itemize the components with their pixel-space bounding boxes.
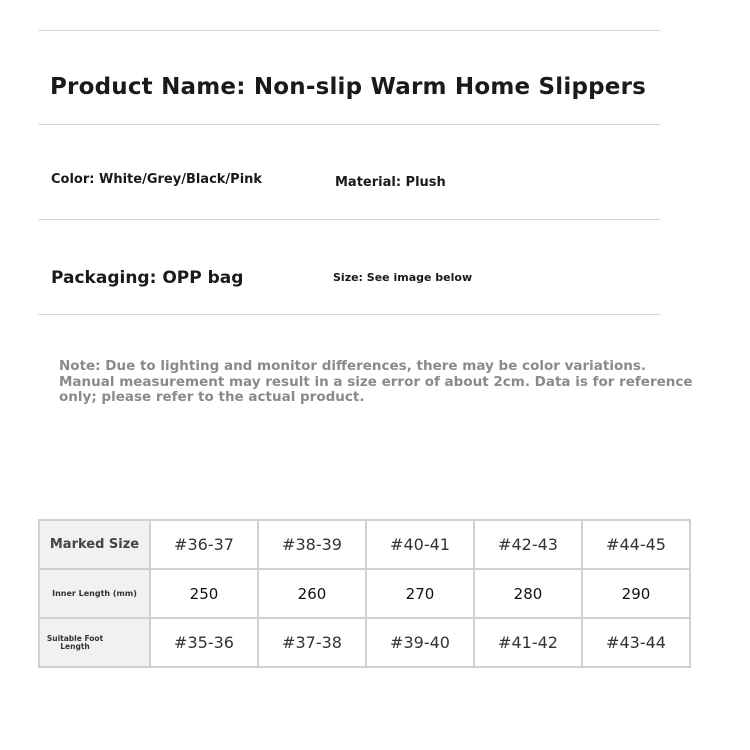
size-label: Size: See image below [333, 271, 473, 284]
table-cell: 290 [582, 569, 690, 618]
table-cell: 250 [150, 569, 258, 618]
table-cell: #39-40 [366, 618, 474, 667]
table-cell: #40-41 [366, 520, 474, 569]
disclaimer-note: Note: Due to lighting and monitor differences, there may be color variations. Manual measurement may result in a size error of about 2cm. Data is for reference only; please refer to the actual product. [59, 358, 693, 405]
size-chart-table [38, 519, 691, 668]
table-cell: #42-43 [474, 520, 582, 569]
divider-after-color [38, 219, 660, 220]
row-header-marked-size: Marked Size [39, 520, 150, 569]
product-title: Product Name: Non-slip Warm Home Slippers [50, 74, 647, 100]
table-cell: #41-42 [474, 618, 582, 667]
table-cell: 260 [258, 569, 366, 618]
table-cell: 280 [474, 569, 582, 618]
packaging-label: Packaging: OPP bag [51, 268, 244, 288]
table-cell: 270 [366, 569, 474, 618]
table-row [39, 520, 690, 569]
row-header-foot-length: Suitable Foot Length [39, 618, 150, 667]
table-cell: #38-39 [258, 520, 366, 569]
table-row [39, 618, 690, 667]
table-row [39, 569, 690, 618]
table-cell: #37-38 [258, 618, 366, 667]
color-label: Color: White/Grey/Black/Pink [51, 172, 263, 187]
table-cell: #43-44 [582, 618, 690, 667]
row-header-inner-length: Inner Length (mm) [39, 569, 150, 618]
table-cell: #44-45 [582, 520, 690, 569]
material-label: Material: Plush [335, 175, 446, 190]
table-cell: #36-37 [150, 520, 258, 569]
top-divider [38, 30, 660, 31]
table-cell: #35-36 [150, 618, 258, 667]
divider-after-packaging [38, 314, 660, 315]
divider-after-title [38, 124, 660, 125]
